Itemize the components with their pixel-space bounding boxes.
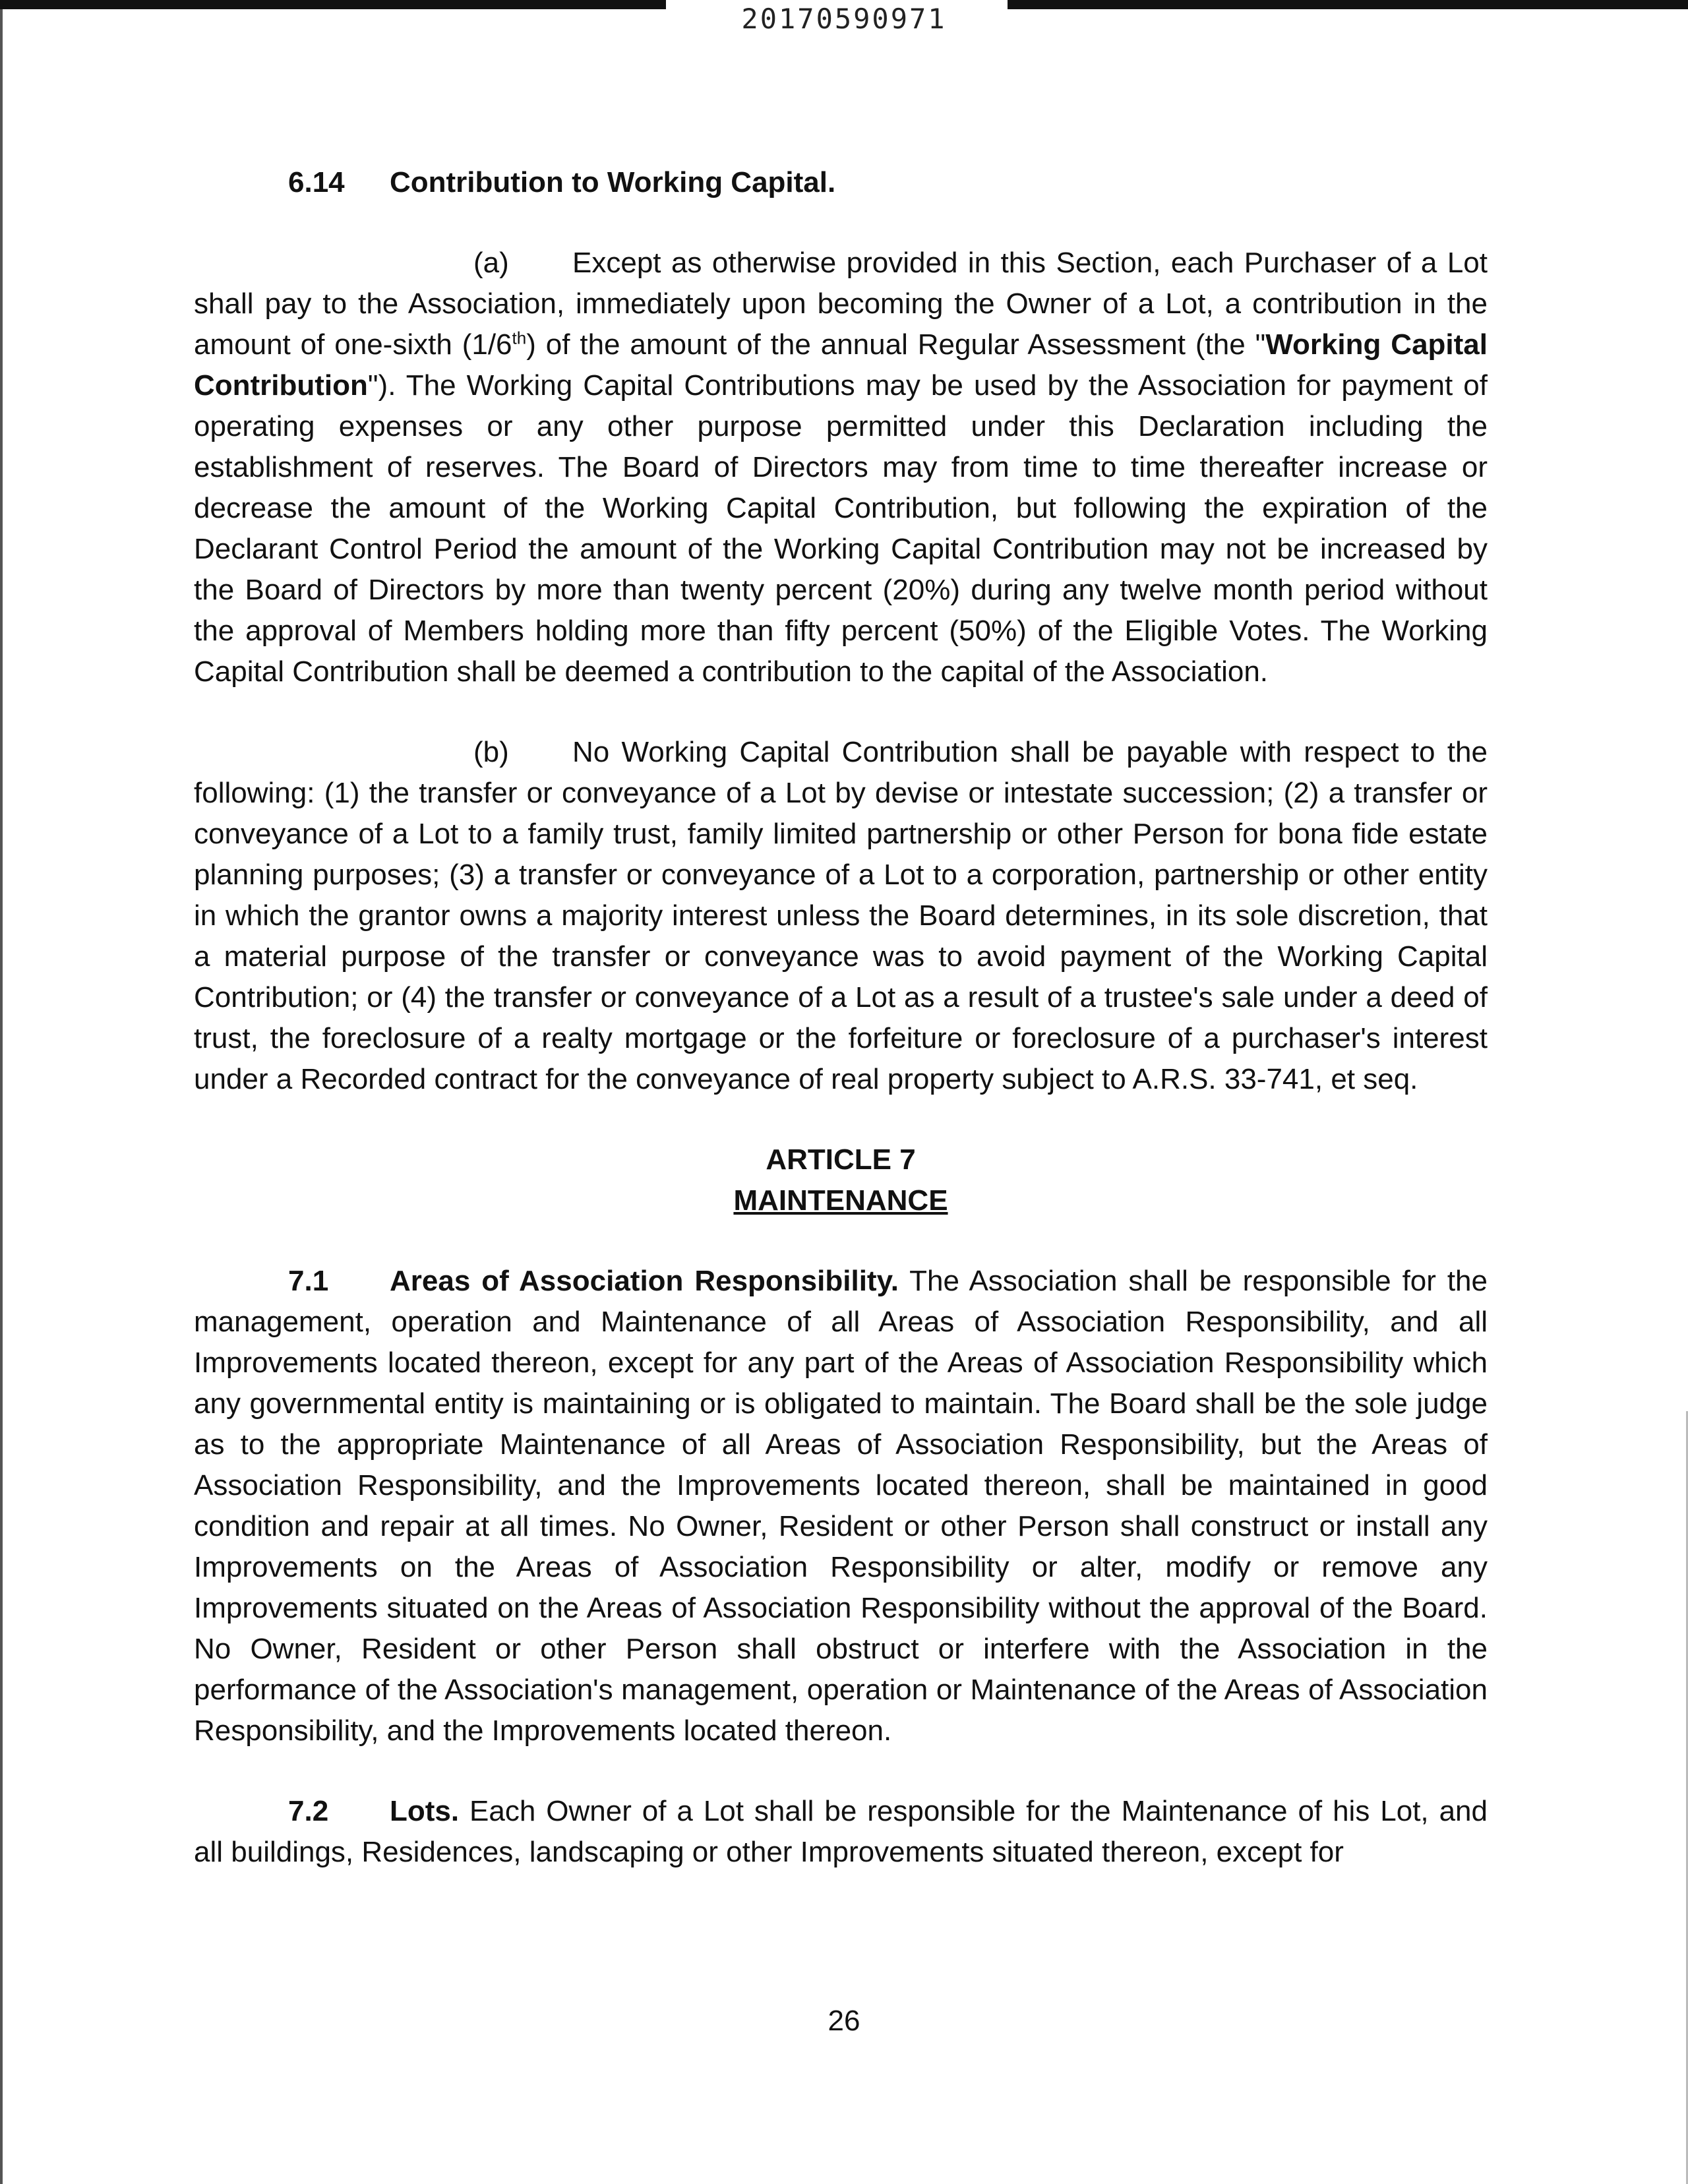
section-6-14-number: 6.14 <box>288 166 345 198</box>
section-7-1 <box>194 1261 1488 1751</box>
article-heading <box>194 1139 1488 1221</box>
paragraph-a-text-3: "). The Working Capital Contributions may be used by the Association for payment of operating expenses or any other purpose permitted under this Declaration including the establishment of reserves. The Board of Directors may from time to time thereafter increase or decrease the amount of the Working Capital Contribution, but following the expiration of the Declarant Control Period the amount of the Working Capital Contribution may not be increased by the Board of Directors by more than twenty percent (20%) during any twelve month period without the approval of Members holding more than fifty percent (50%) of the Eligible Votes. The Working Capital Contribution shall be deemed a contribution to the capital of the Association. <box>194 369 1488 688</box>
section-7-2 <box>194 1791 1488 1873</box>
section-6-14-title: Contribution to Working Capital. <box>390 166 836 198</box>
section-7-2-text: Each Owner of a Lot shall be responsible for the Maintenance of his Lot, and all buildings, Residences, landscaping or other Improvements situated thereon, except for <box>194 1795 1488 1868</box>
article-title: MAINTENANCE <box>733 1184 948 1217</box>
left-scan-edge <box>0 9 3 2184</box>
paragraph-b <box>194 732 1488 1100</box>
paragraph-a <box>194 243 1488 692</box>
section-6-14-heading <box>194 162 1488 203</box>
paragraph-a-text-1: Except as otherwise provided in this Section, each Purchaser of a Lot shall pay to the Association, immediately upon becoming the Owner of a Lot, a contribution in the amount of one-sixth (1/6 <box>194 247 1488 361</box>
section-7-1-text: The Association shall be responsible for the management, operation and Maintenance of all Areas of Association Responsibility, and all Improvements located thereon, except for any part of the Areas of Association Responsibility which any governmental entity is maintaining or is obligated to maintain. The Board shall be the sole judge as to the appropriate Maintenance of all Areas of Association Responsibility, but the Areas of Association Responsibility, and the Improvements located thereon, shall be maintained in good condition and repair at all times. No Owner, Resident or other Person shall construct or install any Improvements on the Areas of Association Responsibility or alter, modify or remove any Improvements situated on the Areas of Association Responsibility without the approval of the Board. No Owner, Resident or other Person shall obstruct or interfere with the Association in the performance of the Association's management, operation or Maintenance of the Areas of Association Responsibility, and the Improvements located thereon. <box>194 1265 1488 1747</box>
working-capital-contribution-term: Working Capital Contribution <box>194 328 1488 402</box>
paragraph-a-superscript: th <box>512 328 527 348</box>
section-7-1-title: Areas of Association Responsibility. <box>390 1265 899 1297</box>
paragraph-a-text-2: ) of the amount of the annual Regular Assessment (the " <box>526 328 1266 361</box>
paragraph-a-label: (a) <box>473 247 509 279</box>
paragraph-b-text: No Working Capital Contribution shall be payable with respect to the following: (1) the transfer or conveyance of a Lot by devise or intestate succession; (2) a transfer or conveyance of a Lot to a family trust, family limited partnership or other Person for bona fide estate planning purposes; (3) a transfer or conveyance of a Lot to a corporation, partnership or other entity in which the grantor owns a majority interest unless the Board determines, in its sole discretion, that a material purpose of the transfer or conveyance was to avoid payment of the Working Capital Contribution; or (4) the transfer or conveyance of a Lot as a result of a trustee's sale under a deed of trust, the foreclosure of a realty mortgage or the forfeiture or foreclosure of a purchaser's interest under a Recorded contract for the conveyance of real property subject to A.R.S. 33-741, et seq. <box>194 736 1488 1095</box>
section-7-1-number: 7.1 <box>288 1265 329 1297</box>
page-number: 26 <box>828 2005 860 2037</box>
document-body <box>194 162 1488 1873</box>
paragraph-b-label: (b) <box>473 736 509 768</box>
section-7-2-title: Lots. <box>390 1795 460 1827</box>
article-label: ARTICLE 7 <box>766 1143 916 1176</box>
section-7-2-number: 7.2 <box>288 1795 329 1827</box>
document-number: 20170590971 <box>741 3 947 35</box>
